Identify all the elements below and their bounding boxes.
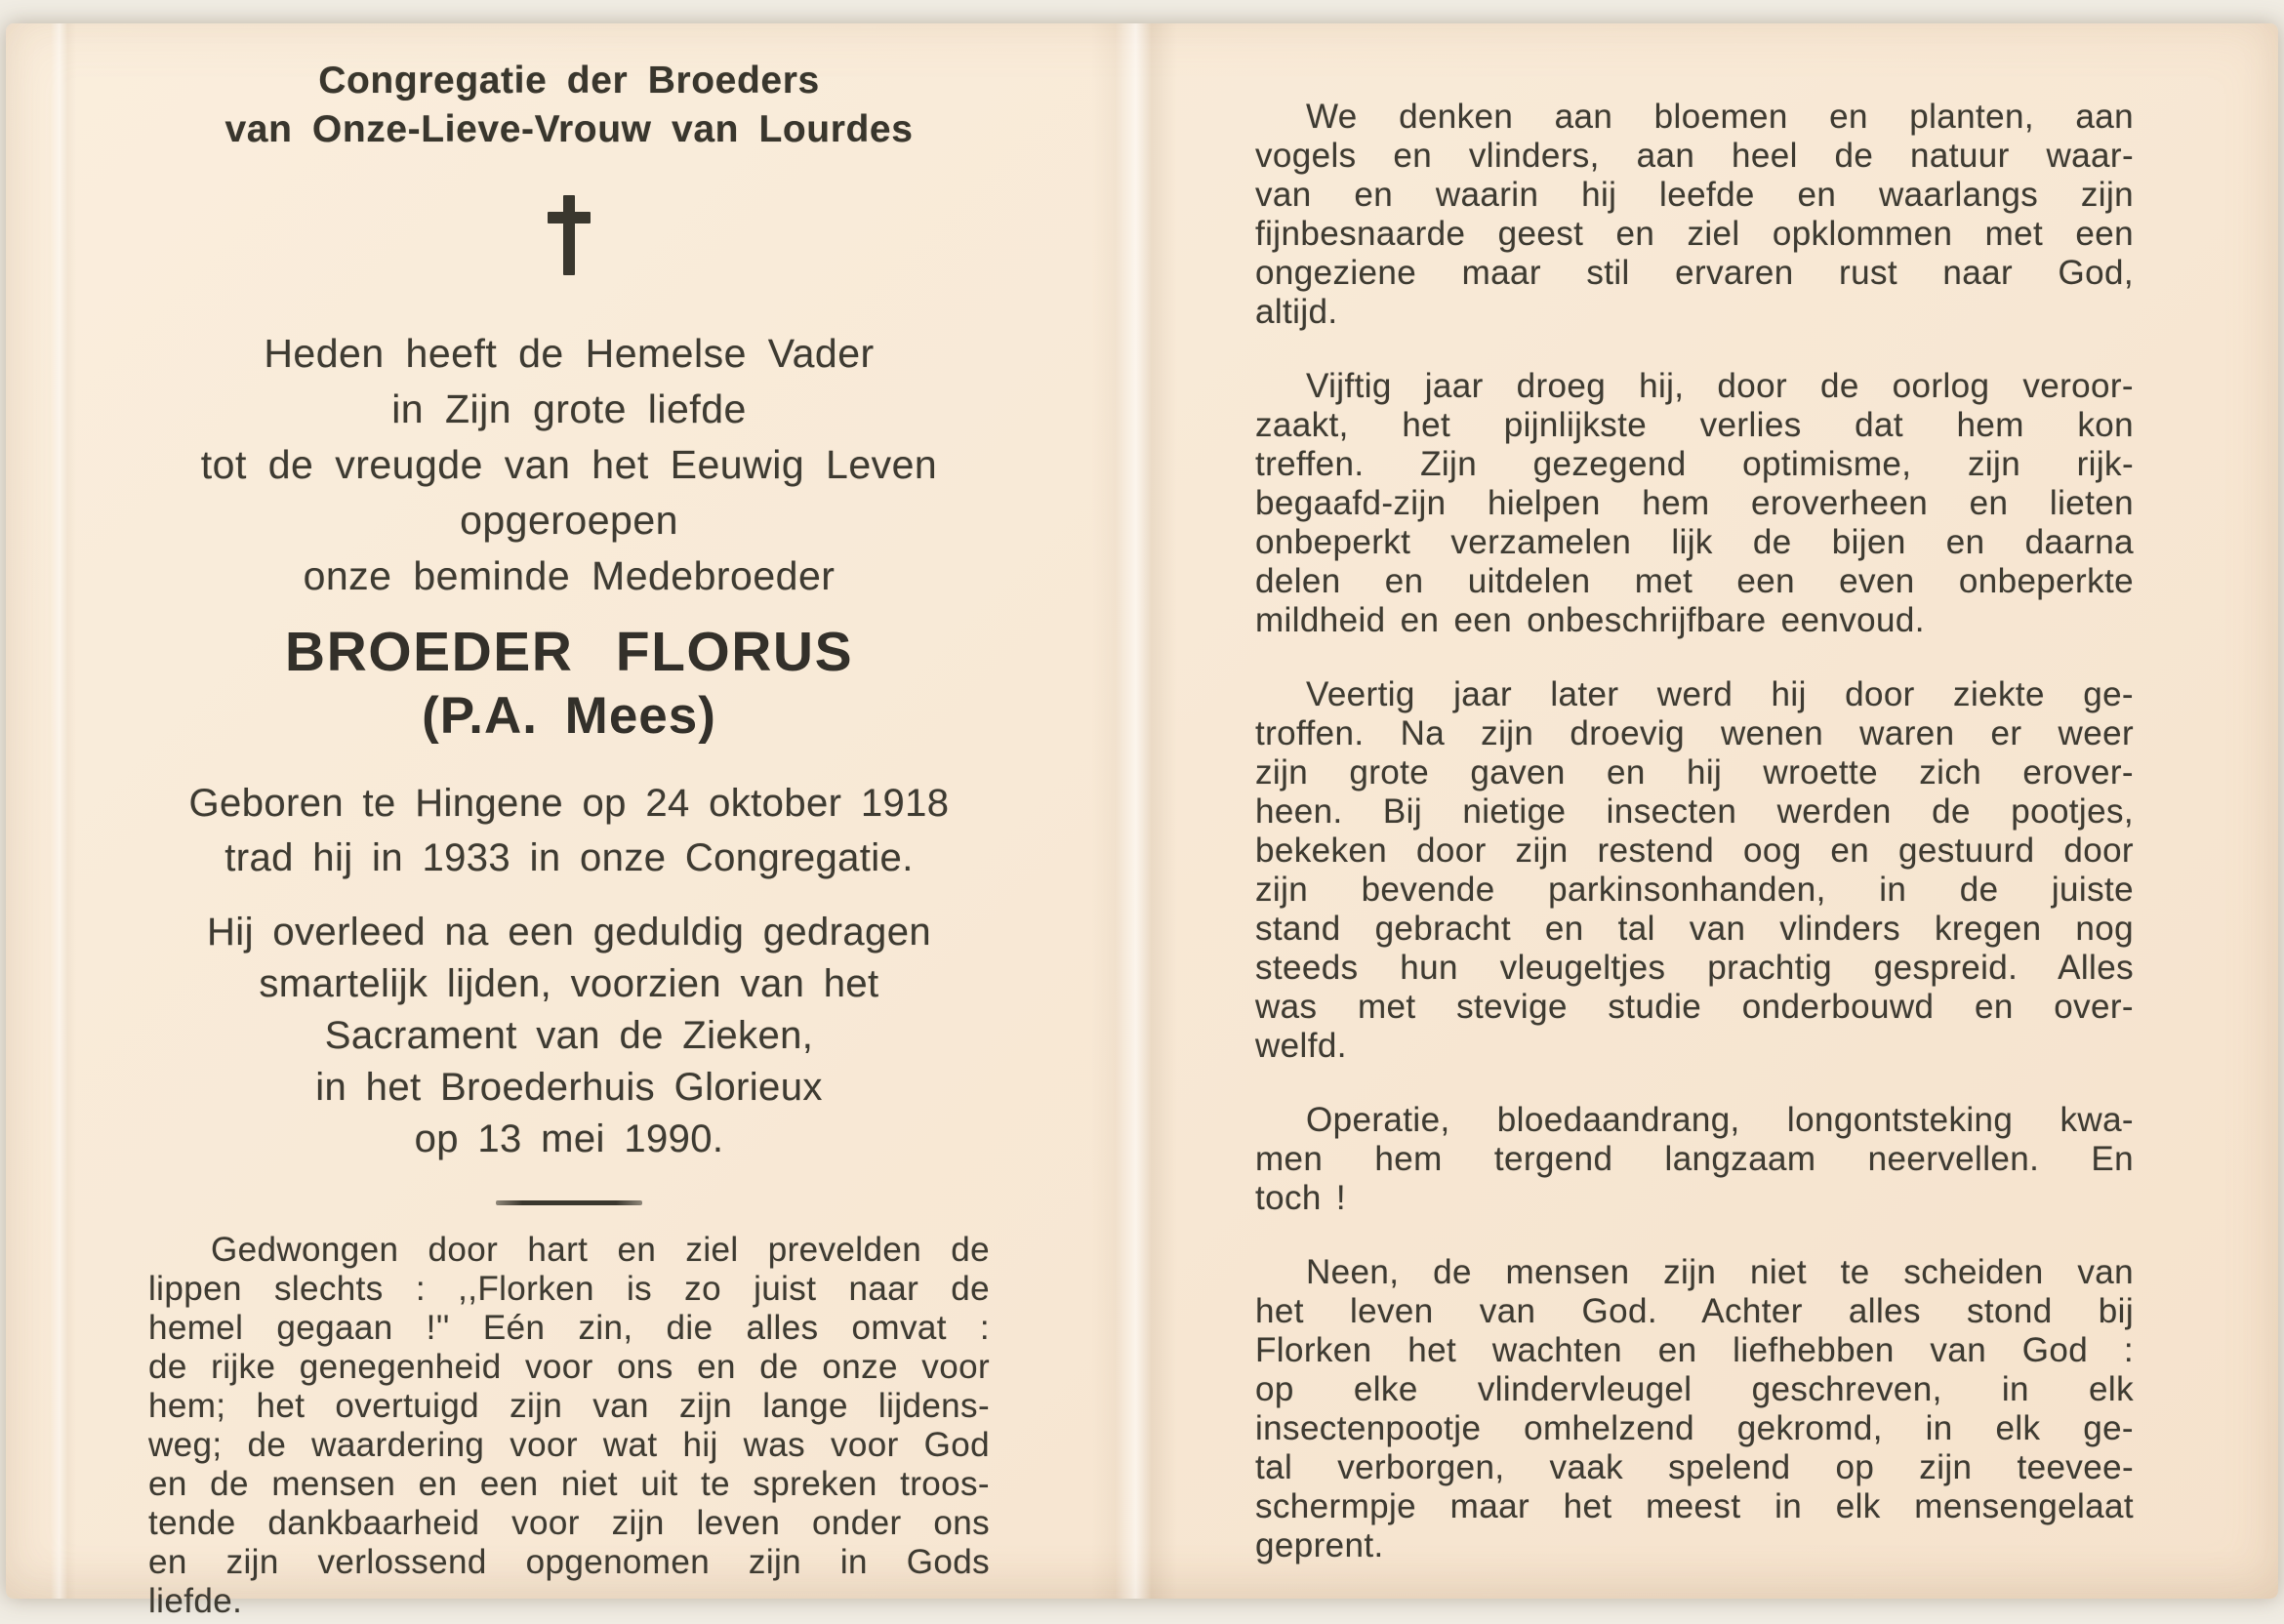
section-divider	[496, 1200, 642, 1205]
text-line: liefde.	[148, 1582, 243, 1620]
text-line: weg; de waardering voor wat hij was voor God	[148, 1426, 990, 1464]
text-line: mildheid en een onbeschrijfbare eenvoud.	[1255, 601, 1925, 639]
text-line: fijnbesnaarde geest en ziel opklommen met een	[1255, 215, 2134, 253]
text-line: men hem tergend langzaam neervellen. En	[1255, 1140, 2134, 1178]
text-line: trad hij in 1933 in onze Congregatie.	[224, 836, 914, 879]
text-line: delen en uitdelen met een even onbeperkte	[1255, 562, 2134, 600]
text-line: van Onze-Lieve-Vrouw van Lourdes	[224, 108, 914, 150]
congregation-header	[148, 57, 990, 154]
text-line: en zijn verlossend opgenomen zijn in Gods	[148, 1543, 990, 1581]
text-line: Heden heeft de Hemelse Vader	[264, 331, 875, 376]
text-line: stand gebracht en tal van vlinders kregen nog	[1255, 910, 2134, 948]
latin-cross-icon	[548, 195, 591, 275]
memorial-paragraph-1	[1255, 98, 2134, 332]
text-line: bekeken door zijn restend oog en gestuurd door	[1255, 832, 2134, 870]
text-line: zaakt, het pijnlijkste verlies dat hem kon	[1255, 406, 2134, 444]
deceased-name: BROEDER FLORUS	[284, 621, 854, 683]
text-line: op 13 mei 1990.	[414, 1117, 724, 1160]
text-line: was met stevige studie onderbouwd en over-	[1255, 988, 2134, 1026]
memorial-paragraph-4	[1255, 1101, 2134, 1218]
text-line: op elke vlindervleugel geschreven, in elk	[1255, 1370, 2134, 1408]
text-line: troffen. Na zijn droevig wenen waren er weer	[1255, 714, 2134, 752]
memorial-paragraph-5	[1255, 1253, 2134, 1565]
memorial-paragraph-3	[1255, 675, 2134, 1066]
text-line: Vijftig jaar droeg hij, door de oorlog veroor-	[1306, 367, 2134, 405]
text-line: lippen slechts : ,,Florken is zo juist naar de	[148, 1270, 990, 1308]
text-line: begaafd-zijn hielpen hem eroverheen en lieten	[1255, 484, 2134, 522]
text-line: Hij overleed na een geduldig gedragen	[207, 911, 931, 954]
text-line: Gedwongen door hart en ziel prevelden de	[211, 1231, 990, 1269]
text-line: tot de vreugde van het Eeuwig Leven	[200, 442, 938, 487]
text-line: schermpje maar het meest in elk mensengelaat	[1255, 1487, 2134, 1525]
text-line: ongeziene maar stil ervaren rust naar God,	[1255, 254, 2134, 292]
text-line: tal verborgen, vaak spelend op zijn teevee-	[1255, 1448, 2134, 1486]
text-line: heen. Bij nietige insecten werden de pootjes,	[1255, 792, 2134, 831]
text-line: hemel gegaan !'' Eén zin, die alles omvat :	[148, 1309, 990, 1347]
text-line: Congregatie der Broeders	[318, 60, 820, 102]
left-page	[148, 57, 990, 1621]
text-line: We denken aan bloemen en planten, aan	[1306, 98, 2134, 136]
text-line: Geboren te Hingene op 24 oktober 1918	[188, 782, 950, 825]
text-line: toch !	[1255, 1179, 1347, 1217]
text-line: zijn bevende parkinsonhanden, in de juiste	[1255, 871, 2134, 909]
memorial-paragraph-2	[1255, 367, 2134, 640]
text-line: onbeperkt verzamelen lijk de bijen en daarna	[1255, 523, 2134, 561]
text-line: Veertig jaar later werd hij door ziekte ge-	[1306, 675, 2134, 713]
text-line: Sacrament van de Zieken,	[324, 1014, 814, 1057]
text-line: insectenpootje omhelzend gekromd, in elk ge-	[1255, 1409, 2134, 1447]
text-line: onze beminde Medebroeder	[303, 553, 836, 598]
text-line: altijd.	[1255, 293, 1338, 331]
text-line: in het Broederhuis Glorieux	[315, 1066, 823, 1109]
death-info	[148, 907, 990, 1165]
text-line: zijn grote gaven en hij wroette zich erover-	[1255, 753, 2134, 792]
text-line: geprent.	[1255, 1526, 1384, 1564]
text-line: in Zijn grote liefde	[391, 386, 747, 431]
text-line: smartelijk lijden, voorzien van het	[259, 962, 879, 1005]
text-line: Florken het wachten en liefhebben van God :	[1255, 1331, 2134, 1369]
right-page	[1255, 57, 2134, 1565]
text-line: treffen. Zijn gezegend optimisme, zijn rijk-	[1255, 445, 2134, 483]
text-line: en de mensen en een niet uit te spreken troos-	[148, 1465, 990, 1503]
text-line: van en waarin hij leefde en waarlangs zijn	[1255, 176, 2134, 214]
text-line: steeds hun vleugeltjes prachtig gespreid. Alles	[1255, 949, 2134, 987]
text-line: opgeroepen	[460, 498, 678, 543]
text-line: Neen, de mensen zijn niet te scheiden van	[1306, 1253, 2134, 1291]
deceased-secular-name: (P.A. Mees)	[422, 687, 716, 745]
text-line: Operatie, bloedaandrang, longontsteking kwa-	[1306, 1101, 2134, 1139]
death-announcement	[148, 326, 990, 604]
birth-info	[148, 776, 990, 885]
text-line: welfd.	[1255, 1027, 1347, 1065]
text-line: het leven van God. Achter alles stond bij	[1255, 1292, 2134, 1330]
text-line: vogels en vlinders, aan heel de natuur waar-	[1255, 137, 2134, 175]
text-line: de rijke genegenheid voor ons en de onze voor	[148, 1348, 990, 1386]
text-line: tende dankbaarheid voor zijn leven onder ons	[148, 1504, 990, 1542]
eulogy-closing-paragraph	[148, 1231, 990, 1621]
text-line: hem; het overtuigd zijn van zijn lange lijdens-	[148, 1387, 990, 1425]
